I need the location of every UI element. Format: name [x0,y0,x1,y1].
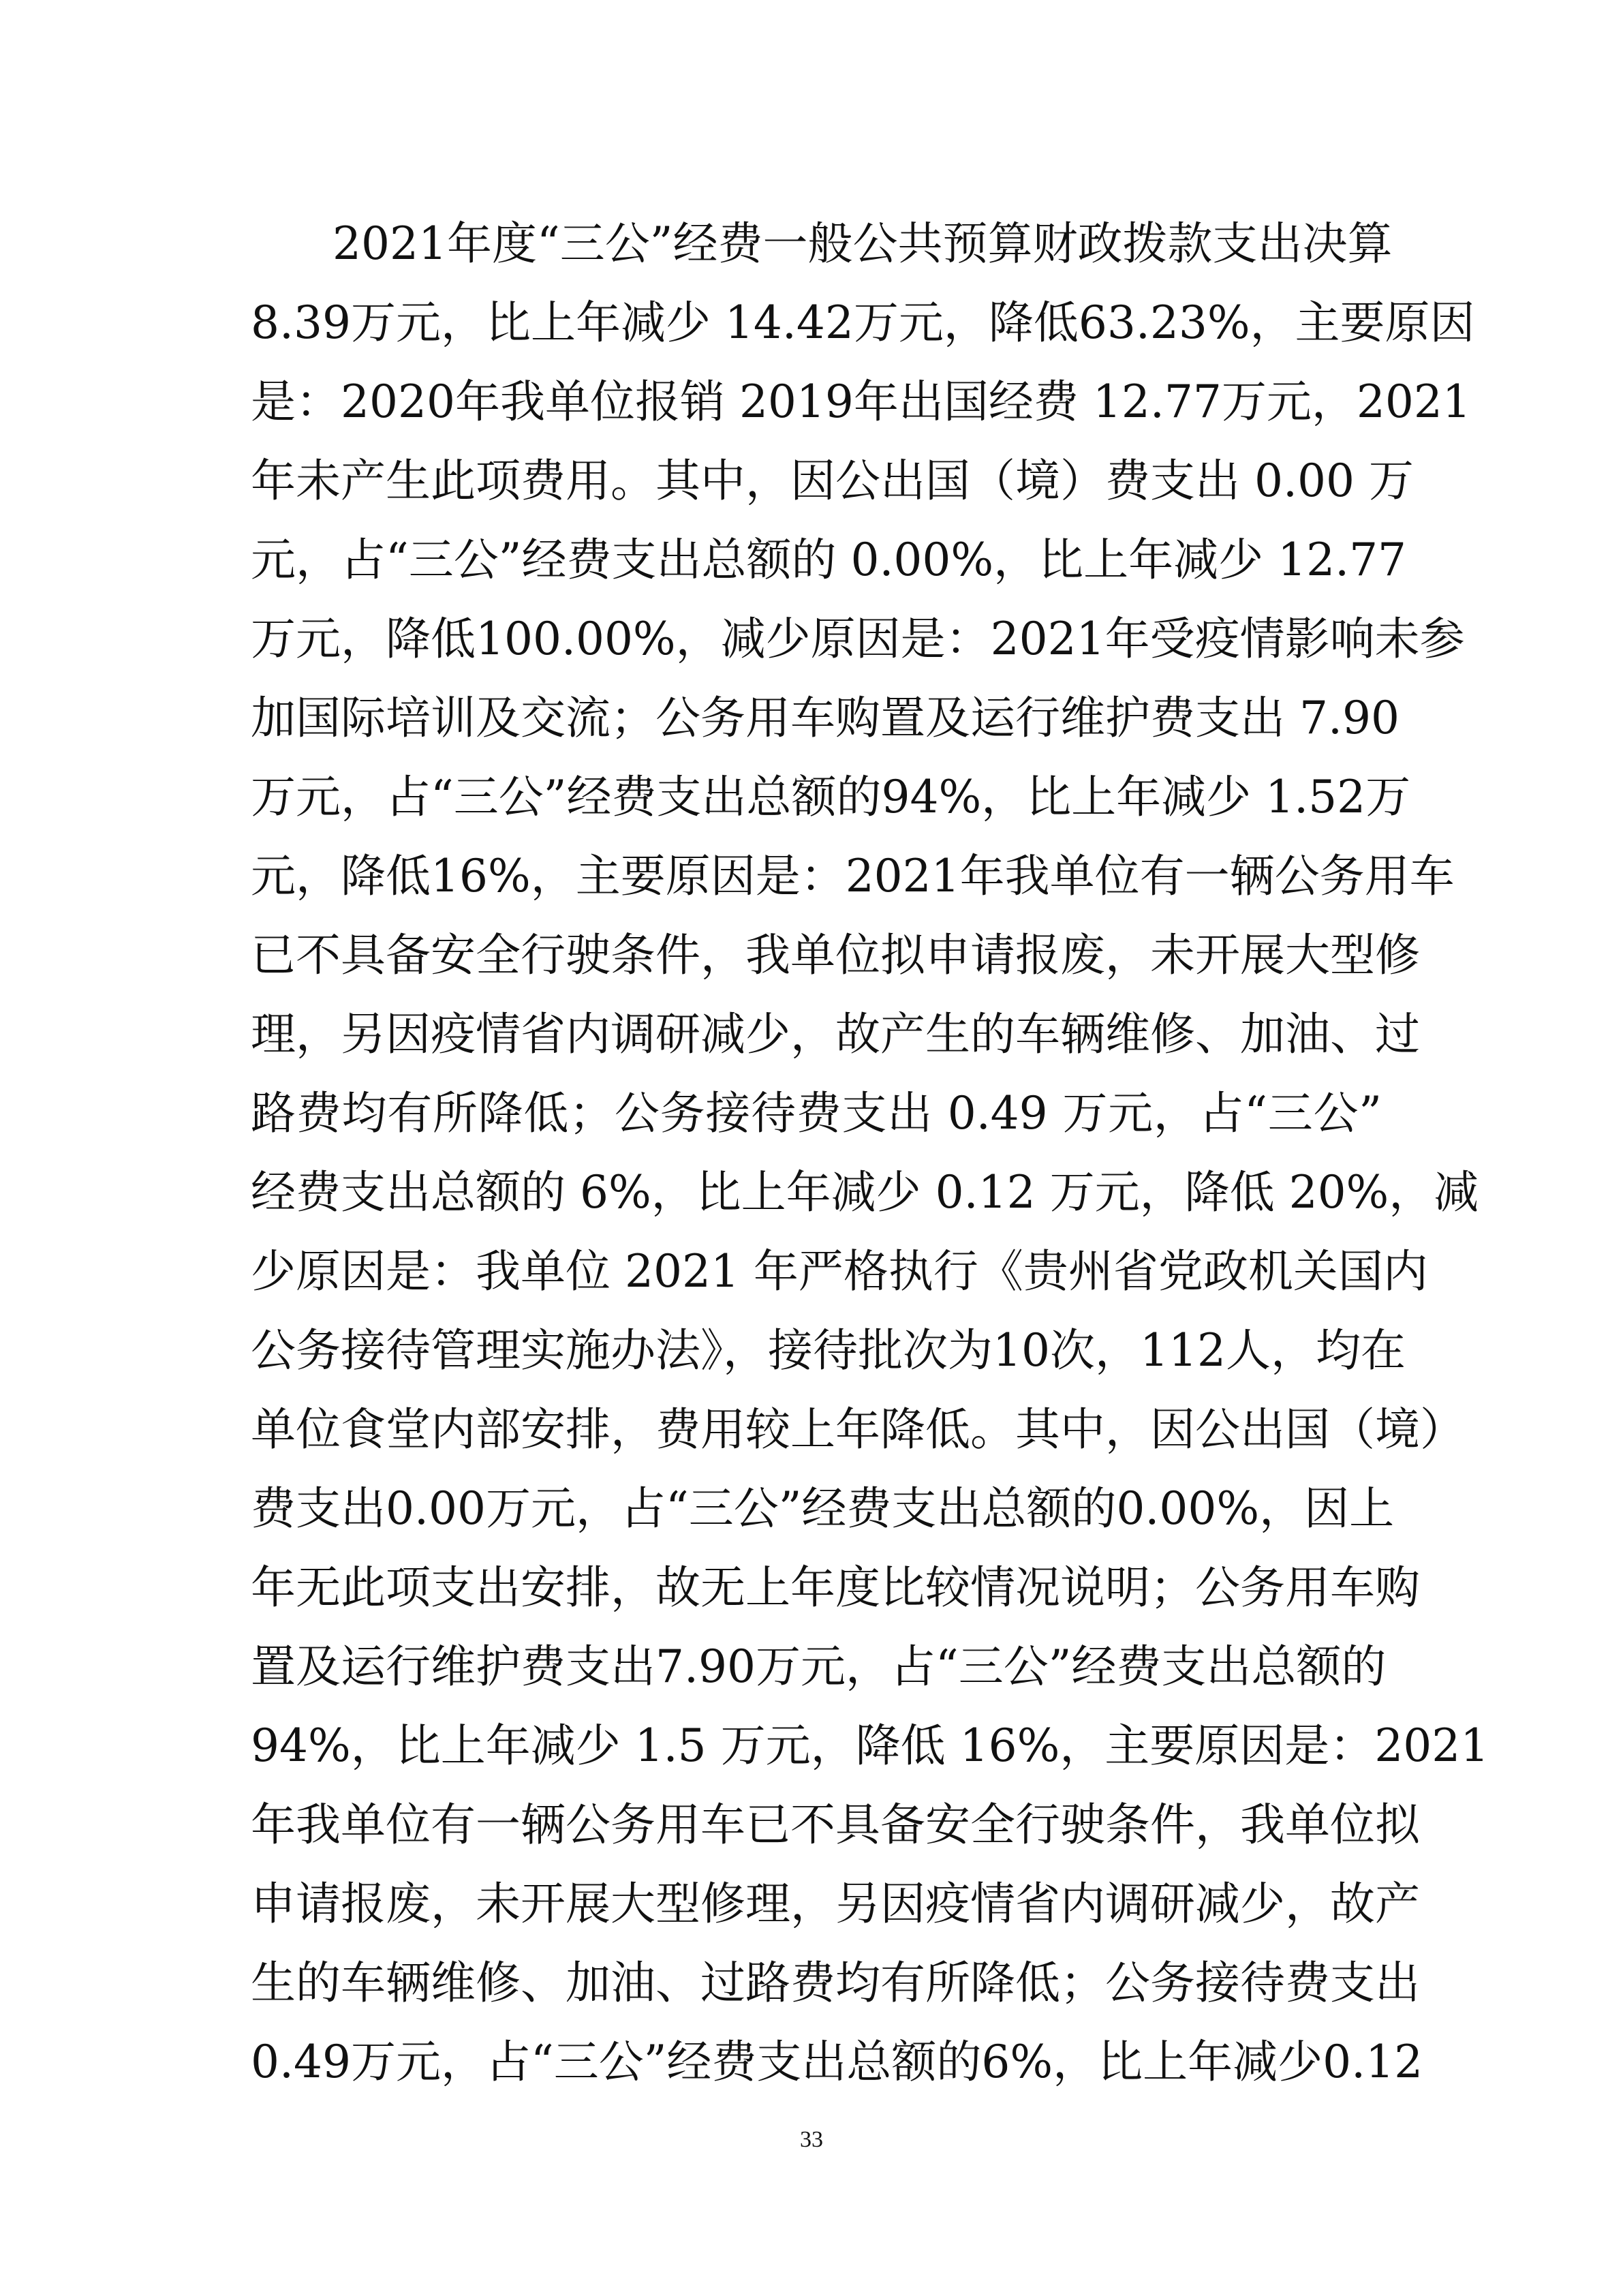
text-line: 是：2020年我单位报销 2019年出国经费 12.77万元，2021 [251,376,1471,428]
text-line: 路费均有所降低；公务接待费支出 0.49 万元，占“三公” [251,1087,1382,1139]
text-line: 0.49万元，占“三公”经费支出总额的6%，比上年减少0.12 [251,2036,1423,2088]
text-line: 费支出0.00万元，占“三公”经费支出总额的0.00%，因上 [251,1482,1395,1535]
text-line: 置及运行维护费支出7.90万元，占“三公”经费支出总额的 [251,1640,1387,1693]
text-line: 年我单位有一辆公务用车已不具备安全行驶条件，我单位拟 [251,1798,1420,1851]
text-line: 94%，比上年减少 1.5 万元，降低 16%，主要原因是：2021 [251,1719,1489,1772]
page-number: 33 [800,2127,823,2152]
text-line: 生的车辆维修、加油、过路费均有所降低；公务接待费支出 [251,1957,1420,2009]
text-line: 公务接待管理实施办法》，接待批次为10次，112人，均在 [251,1324,1406,1377]
body-paragraph [251,204,1489,2102]
text-line: 万元，占“三公”经费支出总额的94%，比上年减少 1.52万 [251,771,1411,823]
text-line: 少原因是：我单位 2021 年严格执行《贵州省党政机关国内 [251,1245,1428,1298]
text-line: 万元，降低100.00%，减少原因是：2021年受疫情影响未参 [251,613,1465,665]
text-line: 年未产生此项费用。其中，因公出国（境）费支出 0.00 万 [251,455,1414,507]
text-line: 加国际培训及交流；公务用车购置及运行维护费支出 7.90 [251,692,1400,744]
text-line: 单位食堂内部安排，费用较上年降低。其中，因公出国（境） [251,1403,1465,1456]
text-line: 年无此项支出安排，故无上年度比较情况说明；公务用车购 [251,1561,1420,1614]
text-line: 已不具备安全行驶条件，我单位拟申请报废，未开展大型修 [251,929,1420,981]
text-line: 经费支出总额的 6%，比上年减少 0.12 万元，降低 20%，减 [251,1166,1479,1219]
text-line: 8.39万元，比上年减少 14.42万元，降低63.23%，主要原因 [251,296,1475,349]
text-line: 申请报废，未开展大型修理，另因疫情省内调研减少，故产 [251,1878,1420,1930]
text-line: 元，降低16%，主要原因是：2021年我单位有一辆公务用车 [251,850,1455,902]
text-line: 理，另因疫情省内调研减少，故产生的车辆维修、加油、过 [251,1008,1420,1060]
text-line: 元，占“三公”经费支出总额的 0.00%，比上年减少 12.77 [251,534,1407,586]
text-line: 2021年度“三公”经费一般公共预算财政拨款支出决算 [333,217,1393,270]
